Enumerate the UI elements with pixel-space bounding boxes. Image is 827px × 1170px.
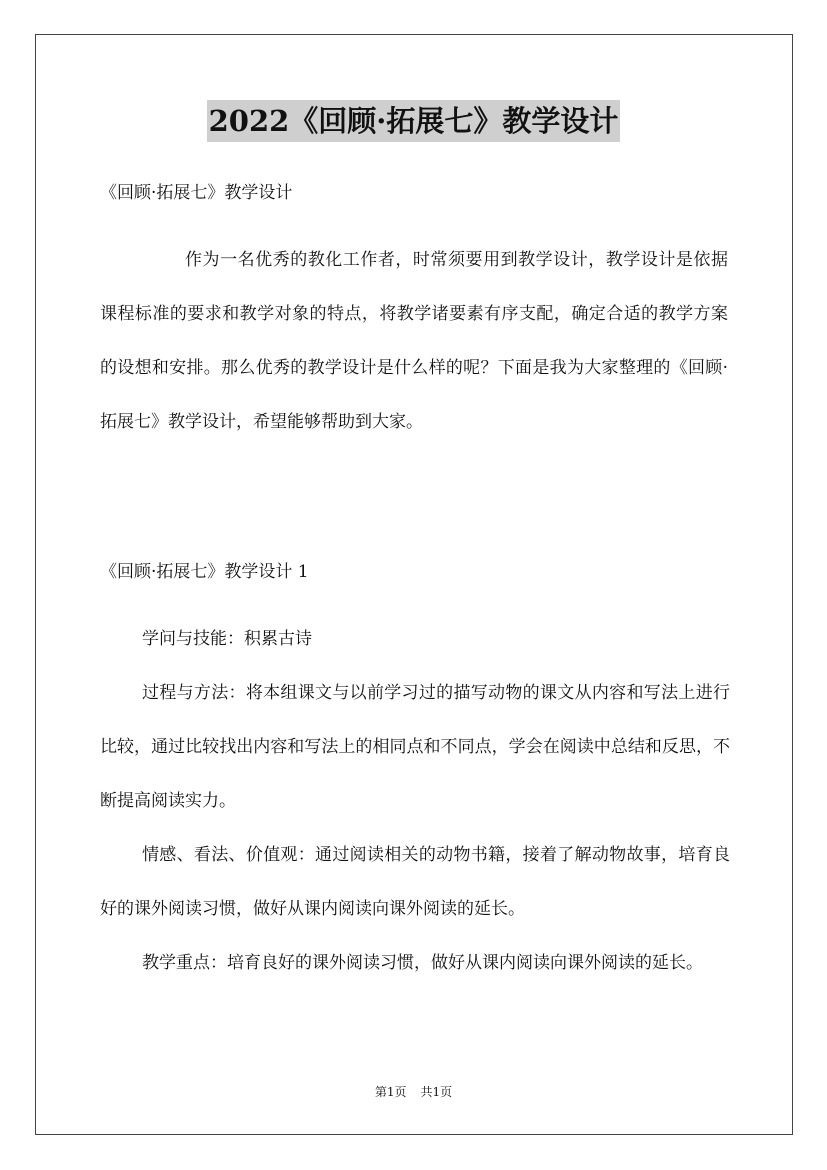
paragraph-process-method: 过程与方法：将本组课文与以前学习过的描写动物的课文从内容和写法上进行比较，通过比较找出内容和写法上的相同点和不同点，学会在阅读中总结和反思，不断提高阅读实力。 <box>100 683 730 811</box>
section-body <box>100 612 730 990</box>
paragraph-emotion-values: 情感、看法、价值观：通过阅读相关的动物书籍，接着了解动物故事，培育良好的课外阅读习惯，做好从课内阅读向课外阅读的延长。 <box>100 845 730 919</box>
page-footer <box>0 1083 827 1101</box>
page-number: 第1页 <box>374 1085 407 1099</box>
document-subtitle: 《回顾·拓展七》教学设计 <box>100 183 293 203</box>
title-container <box>0 100 827 142</box>
page-total: 共1页 <box>420 1085 453 1099</box>
paragraph-teaching-focus: 教学重点：培育良好的课外阅读习惯，做好从课内阅读向课外阅读的延长。 <box>142 953 703 973</box>
intro-paragraph: 作为一名优秀的教化工作者，时常须要用到教学设计，教学设计是依据课程标准的要求和教学对象的特点，将教学诸要素有序支配，确定合适的教学方案的设想和安排。那么优秀的教学设计是什么样的呢？下面是我为大家整理的《回顾·拓展七》教学设计，希望能够帮助到大家。 <box>100 250 728 432</box>
section-heading: 《回顾·拓展七》教学设计 1 <box>100 562 309 582</box>
document-title: 2022《回顾·拓展七》教学设计 <box>207 100 621 142</box>
paragraph-knowledge-skills: 学问与技能：积累古诗 <box>142 629 312 649</box>
